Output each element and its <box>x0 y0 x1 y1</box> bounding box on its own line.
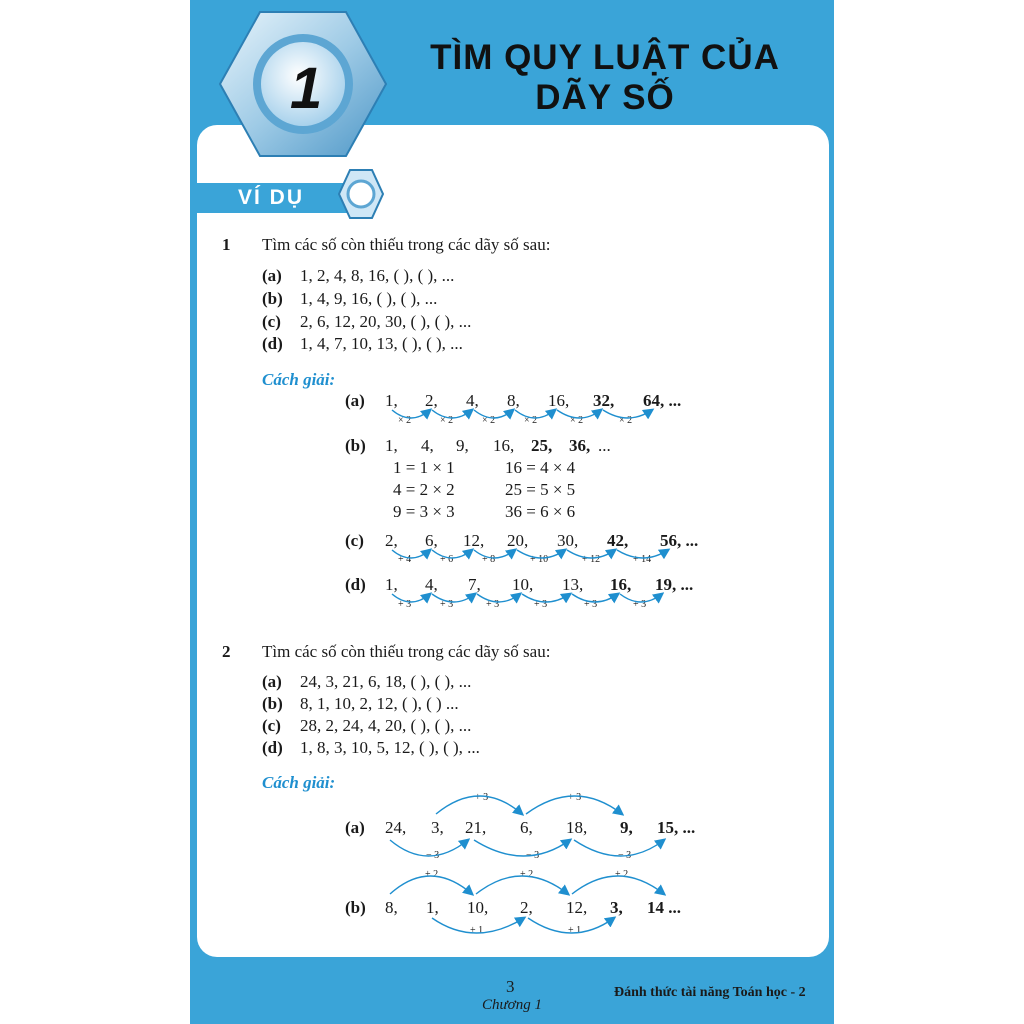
seq-ellipsis: ... <box>598 436 611 455</box>
arrow <box>390 840 468 856</box>
seq-number: 20, <box>507 531 529 550</box>
item-label: (a) <box>262 266 282 285</box>
seq-answer: 14 ... <box>647 898 681 917</box>
step-label: + 4 <box>398 554 412 565</box>
seq-answer: 32, <box>593 391 615 410</box>
step-label: + 14 <box>633 554 652 565</box>
sol-label: (a) <box>345 818 365 837</box>
step-label: + 2 <box>425 869 439 880</box>
arrow <box>476 876 568 894</box>
arrow <box>390 876 472 894</box>
step-label: + 3 <box>440 599 454 610</box>
item-label: (b) <box>262 289 283 308</box>
arrow <box>567 550 615 558</box>
seq-answer: 3, <box>610 898 623 917</box>
seq-number: 8, <box>385 898 398 917</box>
step-label: + 2 <box>520 869 534 880</box>
question-number: 1 <box>222 235 231 254</box>
seq-answer: 64, ... <box>643 391 682 410</box>
seq-number: 4, <box>425 575 438 594</box>
seq-number: 8, <box>507 391 520 410</box>
seq-answer: 42, <box>607 531 629 550</box>
seq-number: 4, <box>421 436 434 455</box>
step-label: + 6 <box>440 554 454 565</box>
section-label: VÍ DỤ <box>238 186 305 209</box>
arrow <box>603 410 652 418</box>
arrow <box>392 550 430 558</box>
question-prompt: Tìm các số còn thiếu trong các dãy số sau: <box>262 235 551 254</box>
seq-number: 2, <box>425 391 438 410</box>
arrow <box>572 876 664 894</box>
title-line-1: TÌM QUY LUẬT CỦA <box>430 38 780 77</box>
step-label: + 3 <box>534 599 548 610</box>
equation: 25 = 5 × 5 <box>505 480 576 499</box>
arrow <box>432 550 472 558</box>
sol-label: (c) <box>345 531 364 550</box>
arrow <box>432 594 475 602</box>
equation: 9 = 3 × 3 <box>393 502 455 521</box>
step-label: + 3 <box>475 792 489 803</box>
seq-answer: 19, ... <box>655 575 694 594</box>
question-prompt: Tìm các số còn thiếu trong các dãy số sau: <box>262 642 551 661</box>
arrow <box>617 550 668 558</box>
item-text: 2, 6, 12, 20, 30, ( ), ( ), ... <box>300 312 472 331</box>
seq-number: 2, <box>385 531 398 550</box>
seq-answer: 36, <box>569 436 591 455</box>
seq-number: 10, <box>512 575 534 594</box>
item-text: 24, 3, 21, 6, 18, ( ), ( ), ... <box>300 672 472 691</box>
step-label: + 3 <box>568 792 582 803</box>
arrow <box>432 410 472 418</box>
seq-number: 9, <box>456 436 469 455</box>
arrow <box>474 410 513 418</box>
arrow <box>572 594 618 602</box>
solution-label: Cách giải: <box>262 773 336 792</box>
item-text: 8, 1, 10, 2, 12, ( ), ( ) ... <box>300 694 459 713</box>
item-text: 1, 4, 7, 10, 13, ( ), ( ), ... <box>300 334 463 353</box>
arrow <box>477 594 520 602</box>
seq-number: 24, <box>385 818 407 837</box>
step-label: + 3 <box>633 599 647 610</box>
arrow <box>557 410 601 418</box>
item-label: (d) <box>262 738 283 757</box>
item-label: (c) <box>262 716 281 735</box>
seq-number: 18, <box>566 818 588 837</box>
title-line-2: DÃY SỐ <box>535 78 675 117</box>
item-label: (a) <box>262 672 282 691</box>
seq-number: 10, <box>467 898 489 917</box>
seq-number: 12, <box>463 531 485 550</box>
step-label: × 2 <box>440 415 454 426</box>
equation: 36 = 6 × 6 <box>505 502 576 521</box>
arrow <box>517 550 565 558</box>
seq-number: 6, <box>520 818 533 837</box>
chapter-label: Chương 1 <box>482 997 542 1013</box>
step-label: − 3 <box>526 850 540 861</box>
seq-number: 1, <box>385 575 398 594</box>
equation: 4 = 2 × 2 <box>393 480 455 499</box>
question-number: 2 <box>222 642 231 661</box>
step-label: + 10 <box>530 554 549 565</box>
step-label: + 1 <box>470 925 484 936</box>
step-label: × 2 <box>524 415 538 426</box>
seq-answer: 9, <box>620 818 633 837</box>
arrow <box>528 918 614 933</box>
step-label: × 2 <box>570 415 584 426</box>
sol-label: (b) <box>345 436 366 455</box>
item-label: (c) <box>262 312 281 331</box>
seq-number: 12, <box>566 898 588 917</box>
seq-number: 1, <box>385 436 398 455</box>
seq-answer: 15, ... <box>657 818 696 837</box>
equation: 1 = 1 × 1 <box>393 458 455 477</box>
item-text: 1, 2, 4, 8, 16, ( ), ( ), ... <box>300 266 455 285</box>
arrow <box>474 840 570 856</box>
step-label: × 2 <box>482 415 496 426</box>
item-text: 28, 2, 24, 4, 20, ( ), ( ), ... <box>300 716 472 735</box>
page-number: 3 <box>506 977 515 996</box>
solution-label: Cách giải: <box>262 370 336 389</box>
seq-number: 4, <box>466 391 479 410</box>
item-text: 1, 8, 3, 10, 5, 12, ( ), ( ), ... <box>300 738 480 757</box>
item-label: (b) <box>262 694 283 713</box>
step-label: − 3 <box>426 850 440 861</box>
seq-answer: 56, ... <box>660 531 699 550</box>
step-label: + 3 <box>486 599 500 610</box>
seq-number: 1, <box>385 391 398 410</box>
seq-number: 3, <box>431 818 444 837</box>
chapter-number: 1 <box>290 56 323 121</box>
step-label: + 3 <box>584 599 598 610</box>
seq-number: 1, <box>426 898 439 917</box>
step-label: × 2 <box>398 415 412 426</box>
seq-number: 21, <box>465 818 487 837</box>
seq-number: 7, <box>468 575 481 594</box>
step-label: + 1 <box>568 925 582 936</box>
arrow <box>392 410 430 418</box>
book-title: Đánh thức tài năng Toán học - 2 <box>614 985 806 1000</box>
seq-answer: 25, <box>531 436 553 455</box>
seq-number: 13, <box>562 575 584 594</box>
seq-answer: 16, <box>610 575 632 594</box>
seq-number: 30, <box>557 531 579 550</box>
arrow <box>392 594 430 602</box>
item-text: 1, 4, 9, 16, ( ), ( ), ... <box>300 289 438 308</box>
arrow <box>436 796 522 814</box>
sol-label: (b) <box>345 898 366 917</box>
arrow <box>522 594 570 602</box>
equation: 16 = 4 × 4 <box>505 458 576 477</box>
step-label: − 3 <box>618 850 632 861</box>
arrow <box>432 918 524 933</box>
item-label: (d) <box>262 334 283 353</box>
step-label: + 12 <box>582 554 601 565</box>
sol-label: (d) <box>345 575 366 594</box>
sol-label: (a) <box>345 391 365 410</box>
step-label: + 3 <box>398 599 412 610</box>
seq-number: 2, <box>520 898 533 917</box>
step-label: + 2 <box>615 869 629 880</box>
step-label: + 8 <box>482 554 496 565</box>
arrow <box>474 550 515 558</box>
arrow <box>574 840 664 856</box>
arrow <box>526 796 622 814</box>
arrow <box>515 410 555 418</box>
seq-number: 16, <box>493 436 515 455</box>
arrow <box>620 594 662 602</box>
seq-number: 6, <box>425 531 438 550</box>
seq-number: 16, <box>548 391 570 410</box>
step-label: × 2 <box>619 415 633 426</box>
